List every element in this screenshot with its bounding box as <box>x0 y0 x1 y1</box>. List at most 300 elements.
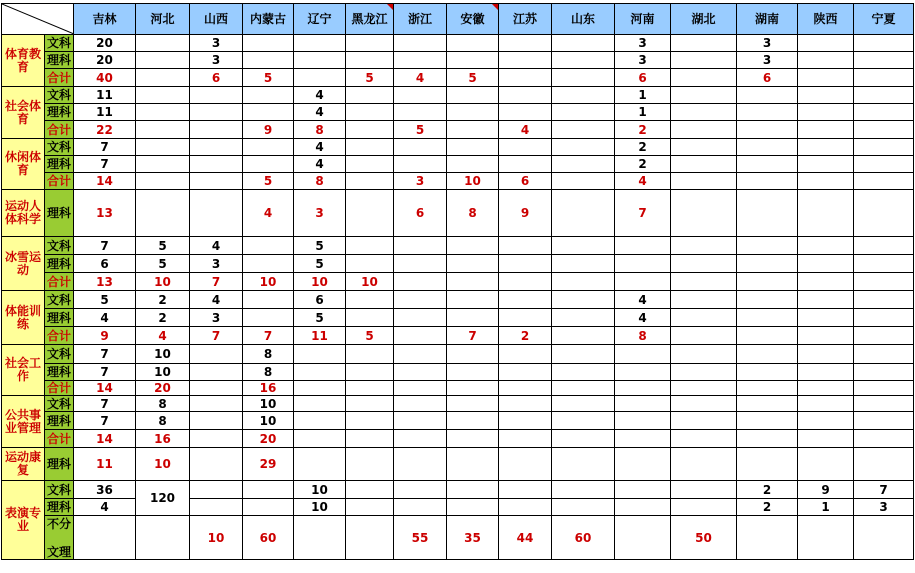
value-cell: 14 <box>74 173 136 190</box>
value-cell <box>447 499 499 516</box>
value-cell <box>854 345 914 364</box>
value-cell <box>346 291 394 309</box>
value-cell: 1 <box>615 87 671 104</box>
value-cell <box>854 87 914 104</box>
value-cell <box>243 237 294 255</box>
value-cell <box>798 364 854 381</box>
value-cell <box>552 381 615 396</box>
value-cell: 10 <box>447 173 499 190</box>
value-cell <box>615 516 671 560</box>
value-cell: 4 <box>243 190 294 237</box>
value-cell: 4 <box>190 237 243 255</box>
value-cell: 10 <box>136 364 190 381</box>
value-cell <box>190 345 243 364</box>
value-cell <box>243 291 294 309</box>
value-cell: 7 <box>190 327 243 345</box>
value-cell: 8 <box>294 173 346 190</box>
value-cell <box>190 448 243 481</box>
value-cell <box>499 364 552 381</box>
value-cell <box>346 173 394 190</box>
value-cell <box>552 291 615 309</box>
value-cell <box>447 255 499 273</box>
value-cell <box>294 381 346 396</box>
value-cell <box>552 481 615 499</box>
value-cell <box>854 255 914 273</box>
category-shehui-tiyu: 社会体育 <box>2 87 45 139</box>
value-cell <box>671 35 737 52</box>
value-cell <box>136 35 190 52</box>
value-cell <box>552 396 615 412</box>
value-cell: 8 <box>136 412 190 430</box>
value-cell <box>243 52 294 69</box>
value-cell <box>671 52 737 69</box>
value-cell <box>854 69 914 87</box>
value-cell <box>190 499 243 516</box>
value-cell <box>499 87 552 104</box>
value-cell: 11 <box>294 327 346 345</box>
value-cell <box>671 69 737 87</box>
value-cell <box>447 381 499 396</box>
value-cell <box>615 255 671 273</box>
value-cell <box>346 139 394 156</box>
value-cell <box>798 273 854 291</box>
value-cell <box>294 345 346 364</box>
value-cell <box>499 430 552 448</box>
value-cell <box>136 52 190 69</box>
value-cell <box>499 481 552 499</box>
value-cell <box>671 499 737 516</box>
value-cell <box>447 364 499 381</box>
value-cell <box>346 396 394 412</box>
value-cell <box>394 87 447 104</box>
value-cell: 7 <box>74 345 136 364</box>
header-shanxi: 山西 <box>190 4 243 35</box>
value-cell <box>737 87 798 104</box>
value-cell: 10 <box>136 448 190 481</box>
value-cell <box>854 173 914 190</box>
value-cell: 8 <box>447 190 499 237</box>
total-label: 合计 <box>45 273 74 291</box>
value-cell: 6 <box>737 69 798 87</box>
total-label: 合计 <box>45 327 74 345</box>
value-cell <box>394 430 447 448</box>
value-cell: 10 <box>294 481 346 499</box>
category-tineng: 体能训练 <box>2 291 45 345</box>
total-label: 合计 <box>45 69 74 87</box>
value-cell <box>671 273 737 291</box>
value-cell <box>671 412 737 430</box>
category-tiyu-jiaoyu: 体育教育 <box>2 35 45 87</box>
value-cell: 2 <box>737 499 798 516</box>
value-cell <box>294 35 346 52</box>
value-cell <box>615 448 671 481</box>
value-cell: 2 <box>737 481 798 499</box>
value-cell <box>136 190 190 237</box>
header-jilin: 吉林 <box>74 4 136 35</box>
value-cell: 2 <box>136 309 190 327</box>
value-cell <box>346 309 394 327</box>
value-cell <box>346 156 394 173</box>
value-cell <box>552 499 615 516</box>
value-cell <box>243 35 294 52</box>
category-yundong-renti: 运动人体科学 <box>2 190 45 237</box>
subject-label: 理科 <box>45 190 74 237</box>
value-cell <box>447 35 499 52</box>
subject-label: 文科 <box>45 139 74 156</box>
header-hubei: 湖北 <box>671 4 737 35</box>
value-cell <box>552 345 615 364</box>
value-cell: 1 <box>615 104 671 121</box>
value-cell <box>671 364 737 381</box>
value-cell <box>615 481 671 499</box>
value-cell: 14 <box>74 430 136 448</box>
value-cell <box>615 499 671 516</box>
value-cell: 4 <box>294 156 346 173</box>
value-cell <box>499 52 552 69</box>
value-cell <box>394 481 447 499</box>
value-cell: 6 <box>615 69 671 87</box>
header-ningxia: 宁夏 <box>854 4 914 35</box>
value-cell <box>737 190 798 237</box>
total-label: 合计 <box>45 430 74 448</box>
value-cell: 2 <box>499 327 552 345</box>
value-cell: 7 <box>74 396 136 412</box>
value-cell <box>737 139 798 156</box>
value-cell: 20 <box>74 52 136 69</box>
header-shaanxi: 陕西 <box>798 4 854 35</box>
value-cell <box>798 412 854 430</box>
value-cell <box>737 364 798 381</box>
value-cell <box>394 364 447 381</box>
value-cell: 22 <box>74 121 136 139</box>
value-cell <box>136 173 190 190</box>
value-cell: 5 <box>447 69 499 87</box>
value-cell <box>243 139 294 156</box>
value-cell: 3 <box>190 52 243 69</box>
header-henan: 河南 <box>615 4 671 35</box>
subject-label: 文科 <box>45 87 74 104</box>
value-cell <box>671 345 737 364</box>
value-cell <box>854 35 914 52</box>
value-cell <box>671 396 737 412</box>
value-cell: 7 <box>243 327 294 345</box>
value-cell: 5 <box>74 291 136 309</box>
corner-cell <box>2 4 74 35</box>
value-cell <box>798 35 854 52</box>
value-cell <box>854 52 914 69</box>
value-cell <box>346 448 394 481</box>
value-cell: 4 <box>499 121 552 139</box>
value-cell: 8 <box>615 327 671 345</box>
value-cell: 60 <box>243 516 294 560</box>
value-cell <box>615 364 671 381</box>
value-cell <box>499 291 552 309</box>
total-label: 合计 <box>45 381 74 396</box>
value-cell: 13 <box>74 273 136 291</box>
value-cell <box>854 381 914 396</box>
subject-label: 文科 <box>45 291 74 309</box>
value-cell <box>671 139 737 156</box>
value-cell <box>190 156 243 173</box>
header-hebei: 河北 <box>136 4 190 35</box>
value-cell <box>854 104 914 121</box>
value-cell: 7 <box>74 364 136 381</box>
value-cell <box>854 327 914 345</box>
value-cell: 10 <box>294 499 346 516</box>
value-cell <box>294 69 346 87</box>
category-gonggong: 公共事业管理 <box>2 396 45 448</box>
value-cell <box>243 255 294 273</box>
value-cell <box>499 237 552 255</box>
value-cell <box>737 516 798 560</box>
value-cell: 4 <box>294 104 346 121</box>
value-cell: 10 <box>190 516 243 560</box>
value-cell <box>737 255 798 273</box>
value-cell <box>552 255 615 273</box>
header-anhui: 安徽 <box>447 4 499 35</box>
subject-label: 文科 <box>45 237 74 255</box>
value-cell: 20 <box>74 35 136 52</box>
value-cell <box>74 516 136 560</box>
value-cell <box>447 156 499 173</box>
value-cell: 16 <box>136 430 190 448</box>
subject-label: 文科 <box>45 35 74 52</box>
value-cell <box>394 499 447 516</box>
value-cell <box>447 396 499 412</box>
value-cell <box>294 448 346 481</box>
value-cell <box>447 412 499 430</box>
value-cell <box>854 156 914 173</box>
value-cell <box>136 87 190 104</box>
value-cell <box>190 139 243 156</box>
value-cell <box>499 309 552 327</box>
value-cell: 3 <box>190 309 243 327</box>
value-cell <box>552 309 615 327</box>
value-cell <box>499 345 552 364</box>
value-cell <box>798 173 854 190</box>
value-cell <box>190 190 243 237</box>
value-cell <box>671 104 737 121</box>
category-biaoyan: 表演专业 <box>2 481 45 560</box>
value-cell <box>447 52 499 69</box>
value-cell <box>294 396 346 412</box>
subject-label: 理科 <box>45 255 74 273</box>
value-cell: 40 <box>74 69 136 87</box>
value-cell <box>671 291 737 309</box>
value-cell: 5 <box>243 69 294 87</box>
value-cell <box>499 448 552 481</box>
value-cell <box>737 345 798 364</box>
value-cell: 29 <box>243 448 294 481</box>
subject-label: 文科 <box>45 481 74 499</box>
value-cell <box>447 237 499 255</box>
value-cell <box>615 273 671 291</box>
value-cell <box>447 273 499 291</box>
value-cell: 4 <box>615 291 671 309</box>
value-cell <box>394 273 447 291</box>
value-cell: 2 <box>615 121 671 139</box>
value-cell <box>346 190 394 237</box>
value-cell <box>671 327 737 345</box>
value-cell <box>854 291 914 309</box>
value-cell: 11 <box>74 104 136 121</box>
value-cell <box>499 104 552 121</box>
value-cell <box>552 448 615 481</box>
value-cell: 36 <box>74 481 136 499</box>
value-cell <box>854 430 914 448</box>
value-cell <box>737 237 798 255</box>
value-cell <box>394 396 447 412</box>
value-cell <box>190 364 243 381</box>
value-cell: 11 <box>74 87 136 104</box>
value-cell: 7 <box>447 327 499 345</box>
value-cell <box>552 52 615 69</box>
value-cell: 60 <box>552 516 615 560</box>
value-cell <box>798 121 854 139</box>
value-cell: 3 <box>615 35 671 52</box>
value-cell: 16 <box>243 381 294 396</box>
value-cell <box>854 448 914 481</box>
value-cell: 20 <box>136 381 190 396</box>
total-label: 合计 <box>45 121 74 139</box>
value-cell <box>737 104 798 121</box>
value-cell <box>136 104 190 121</box>
value-cell <box>552 104 615 121</box>
value-cell <box>552 190 615 237</box>
value-cell: 20 <box>243 430 294 448</box>
value-cell <box>798 396 854 412</box>
value-cell: 4 <box>615 309 671 327</box>
value-cell <box>136 121 190 139</box>
value-cell: 44 <box>499 516 552 560</box>
value-cell <box>243 499 294 516</box>
value-cell <box>671 121 737 139</box>
value-cell <box>447 139 499 156</box>
value-cell <box>136 156 190 173</box>
value-cell <box>671 309 737 327</box>
value-cell: 7 <box>854 481 914 499</box>
value-cell: 5 <box>346 327 394 345</box>
value-cell <box>798 448 854 481</box>
value-cell <box>798 52 854 69</box>
value-cell: 8 <box>243 364 294 381</box>
value-cell: 9 <box>74 327 136 345</box>
subject-label: 理科 <box>45 364 74 381</box>
value-cell <box>737 121 798 139</box>
value-cell: 14 <box>74 381 136 396</box>
value-cell <box>499 412 552 430</box>
value-cell <box>552 364 615 381</box>
value-cell: 4 <box>615 173 671 190</box>
value-cell: 5 <box>394 121 447 139</box>
table-body <box>2 35 914 560</box>
value-cell <box>854 190 914 237</box>
value-cell <box>447 121 499 139</box>
value-cell <box>615 237 671 255</box>
subject-label: 理科 <box>45 156 74 173</box>
value-cell <box>294 430 346 448</box>
value-cell <box>737 291 798 309</box>
value-cell <box>671 255 737 273</box>
value-cell <box>346 35 394 52</box>
value-cell: 4 <box>74 309 136 327</box>
value-cell: 11 <box>74 448 136 481</box>
value-cell <box>737 273 798 291</box>
value-cell <box>798 430 854 448</box>
value-cell <box>854 139 914 156</box>
value-cell <box>499 35 552 52</box>
category-xiuxian-tiyu: 休闲体育 <box>2 139 45 190</box>
value-cell: 5 <box>136 237 190 255</box>
value-cell <box>190 121 243 139</box>
value-cell <box>394 448 447 481</box>
subject-label: 理科 <box>45 448 74 481</box>
value-cell: 6 <box>190 69 243 87</box>
value-cell: 7 <box>190 273 243 291</box>
header-jiangsu: 江苏 <box>499 4 552 35</box>
value-cell <box>136 139 190 156</box>
value-cell <box>737 448 798 481</box>
value-cell <box>499 156 552 173</box>
category-shehui-gongzuo: 社会工作 <box>2 345 45 396</box>
value-cell <box>737 430 798 448</box>
value-cell <box>190 396 243 412</box>
value-cell <box>190 104 243 121</box>
value-cell <box>798 345 854 364</box>
value-cell: 5 <box>294 309 346 327</box>
value-cell <box>499 499 552 516</box>
value-cell <box>190 412 243 430</box>
value-cell: 7 <box>74 412 136 430</box>
value-cell: 9 <box>499 190 552 237</box>
value-cell <box>447 448 499 481</box>
value-cell <box>854 412 914 430</box>
value-cell <box>447 87 499 104</box>
value-cell <box>798 237 854 255</box>
value-cell <box>854 237 914 255</box>
subject-label: 文科 <box>45 396 74 412</box>
value-cell <box>190 381 243 396</box>
value-cell <box>798 190 854 237</box>
value-cell <box>798 139 854 156</box>
value-cell: 1 <box>798 499 854 516</box>
value-cell <box>243 104 294 121</box>
value-cell <box>854 396 914 412</box>
value-cell <box>671 448 737 481</box>
header-neimenggu: 内蒙古 <box>243 4 294 35</box>
value-cell <box>798 309 854 327</box>
value-cell <box>447 481 499 499</box>
value-cell: 4 <box>294 139 346 156</box>
value-cell: 3 <box>294 190 346 237</box>
value-cell <box>499 255 552 273</box>
value-cell: 3 <box>190 35 243 52</box>
value-cell <box>136 516 190 560</box>
value-cell <box>394 35 447 52</box>
value-cell <box>394 255 447 273</box>
value-cell: 8 <box>243 345 294 364</box>
value-cell: 13 <box>74 190 136 237</box>
value-cell: 2 <box>615 139 671 156</box>
value-cell <box>447 430 499 448</box>
value-cell: 6 <box>499 173 552 190</box>
value-cell: 10 <box>243 412 294 430</box>
value-cell: 55 <box>394 516 447 560</box>
enrollment-table <box>1 3 914 560</box>
value-cell <box>552 121 615 139</box>
value-cell <box>615 396 671 412</box>
value-cell <box>854 364 914 381</box>
